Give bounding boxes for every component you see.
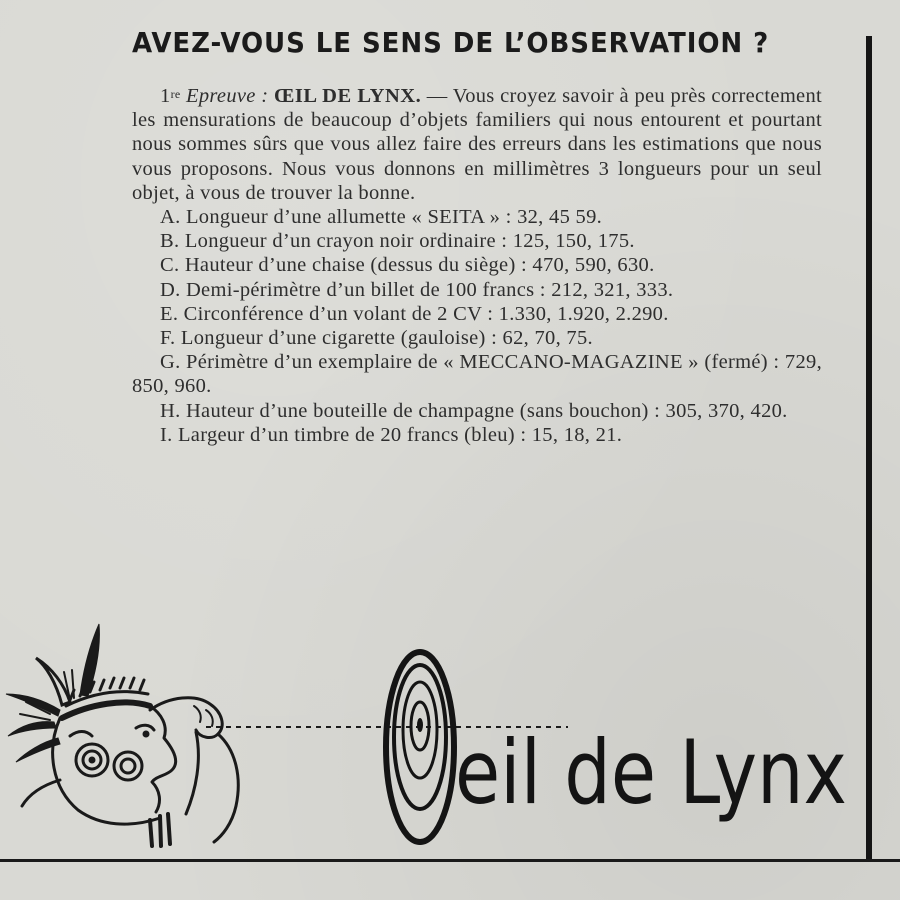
question-list (132, 205, 822, 447)
question-item-b: B. Longueur d’un crayon noir ordinaire : 125, 150, 175. (160, 230, 635, 253)
title-dash: — (421, 85, 453, 107)
question-item-f: F. Longueur d’une cigarette (gauloise) : 62, 70, 75. (160, 327, 593, 350)
question-item-a: A. Longueur d’une allumette « SEITA » : 32, 45 59. (160, 206, 603, 229)
oeil-de-lynx-illustration (0, 610, 870, 858)
logo-wordmark: eil de Lynx (455, 721, 847, 824)
question-item-e: E. Circonférence d’un volant de 2 CV : 1.330, 1.920, 2.290. (160, 302, 669, 325)
intro-paragraph (132, 84, 822, 205)
test-ordinal: 1 (160, 85, 171, 107)
question-item-h: H. Hauteur d’une bouteille de champagne (sans bouchon) : 305, 370, 420. (160, 399, 788, 422)
test-title: ŒIL DE LYNX. (273, 85, 422, 107)
bottom-border-rule (0, 859, 900, 862)
indian-head-icon (22, 678, 238, 846)
question-item-i: I. Largeur d’un timbre de 20 francs (bleu) : 15, 18, 21. (160, 423, 623, 446)
target-icon (386, 652, 454, 842)
question-item-d: D. Demi-périmètre d’un billet de 100 francs : 212, 321, 333. (160, 278, 674, 301)
intro-text: Vous croyez savoir à peu près correctement les mensurations de beaucoup d’objets familiers qui nous entourent et pourtant nous sommes sûrs que vous allez faire des erreurs dans les estimations que nous vous proposons. Nous vous donnons en millimètres 3 longueurs pour un seul objet, à vous de trouver la bonne. (132, 85, 823, 204)
page-headline: AVEZ-VOUS LE SENS DE L’OBSERVATION ? (132, 26, 770, 59)
article-body (132, 84, 822, 447)
question-item-c: C. Hauteur d’une chaise (dessus du siège) : 470, 590, 630. (160, 254, 655, 277)
test-label: Epreuve : (186, 85, 269, 107)
test-ordinal-sup: re (170, 87, 181, 101)
question-item-g: G. Périmètre d’un exemplaire de « MECCANO-MAGAZINE » (fermé) : 729, 850, 960. (132, 351, 822, 398)
